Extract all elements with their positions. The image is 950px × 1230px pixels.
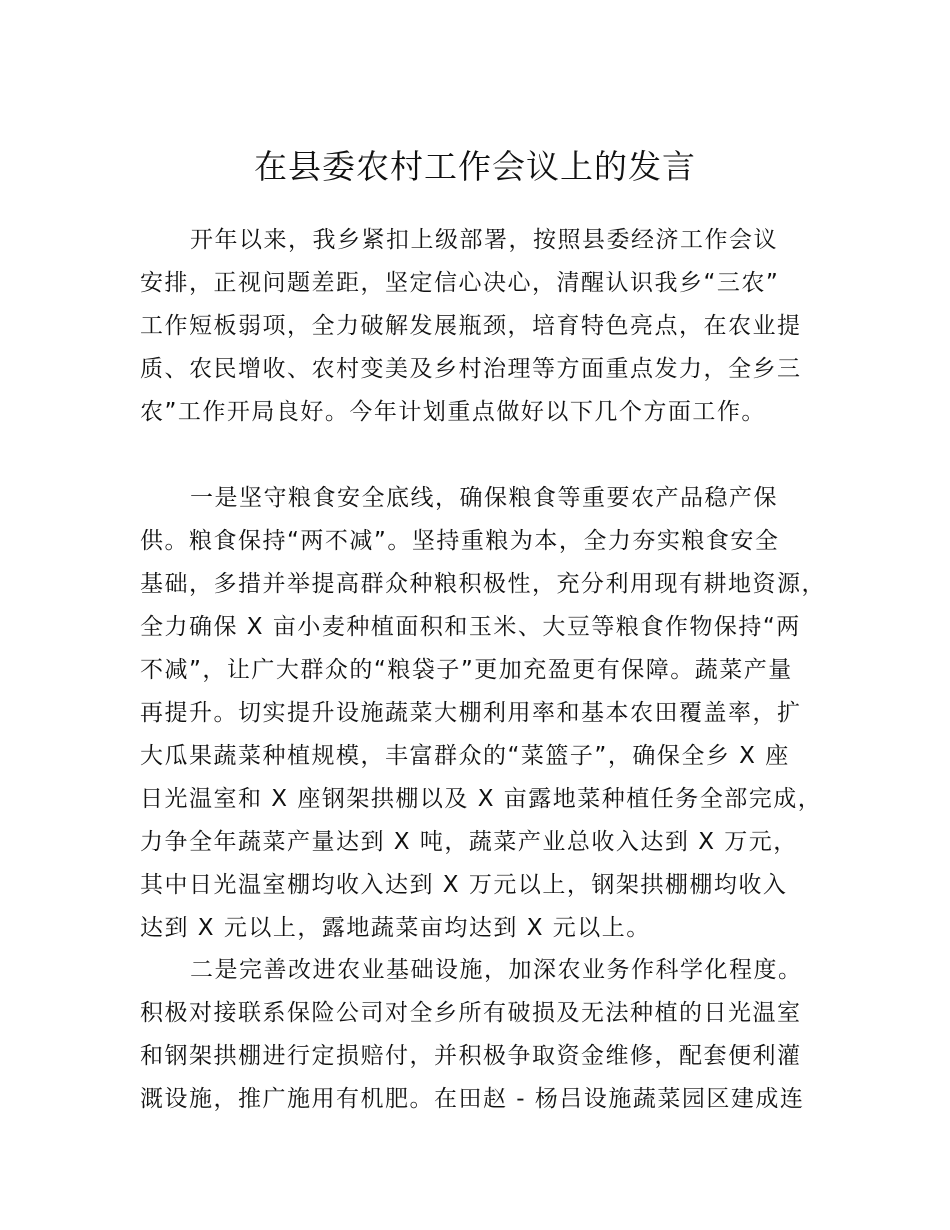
text-line: 达到 X 元以上，露地蔬菜亩均达到 X 元以上。 xyxy=(140,915,651,941)
text-line: 开年以来，我乡紧扣上级部署，按照县委经济工作会议 xyxy=(190,227,778,253)
text-line: 安排，正视问题差距，坚定信心决心，清醒认识我乡“三农” xyxy=(140,270,780,296)
text-line: 工作短板弱项，全力破解发展瓶颈，培育特色亮点，在农业提 xyxy=(140,313,802,339)
paragraph-grain-security xyxy=(140,477,840,950)
text-line: 其中日光温室棚均收入达到 X 万元以上，钢架拱棚棚均收入 xyxy=(140,872,788,898)
text-line: 全力确保 X 亩小麦种植面积和玉米、大豆等粮食作物保持“两 xyxy=(140,614,801,640)
text-line: 和钢架拱棚进行定损赔付，并积极争取资金维修，配套便利灌 xyxy=(140,1043,802,1069)
paragraph-intro xyxy=(140,219,840,434)
text-line: 农”工作开局良好。今年计划重点做好以下几个方面工作。 xyxy=(140,399,766,425)
text-line: 二是完善改进农业基础设施，加深农业务作科学化程度。 xyxy=(190,957,803,983)
paragraph-infrastructure xyxy=(140,949,840,1121)
text-line: 基础，多措并举提高群众种粮积极性，充分利用现有耕地资源， xyxy=(140,571,826,597)
text-line: 一是坚守粮食安全底线，确保粮食等重要农产品稳产保 xyxy=(190,485,778,511)
text-line: 质、农民增收、农村变美及乡村治理等方面重点发力，全乡三 xyxy=(140,356,802,382)
text-line: 再提升。切实提升设施蔬菜大棚利用率和基本农田覆盖率，扩 xyxy=(140,700,802,726)
document-title: 在县委农村工作会议上的发言 xyxy=(254,147,696,186)
text-line: 供。粮食保持“两不减”。坚持重粮为本，全力夯实粮食安全 xyxy=(140,528,780,554)
text-line: 力争全年蔬菜产量达到 X 吨，蔬菜产业总收入达到 X 万元， xyxy=(140,829,798,855)
text-line: 日光温室和 X 座钢架拱棚以及 X 亩露地菜种植任务全部完成， xyxy=(140,786,823,812)
text-line: 不减”，让广大群众的“粮袋子”更加充盈更有保障。蔬菜产量 xyxy=(140,657,793,683)
text-line: 积极对接联系保险公司对全乡所有破损及无法种植的日光温室 xyxy=(140,1000,802,1026)
text-line: 大瓜果蔬菜种植规模，丰富群众的“菜篮子”，确保全乡 X 座 xyxy=(140,743,790,769)
text-line: 溉设施，推广施用有机肥。在田赵 - 杨吕设施蔬菜园区建成连 xyxy=(140,1086,805,1112)
